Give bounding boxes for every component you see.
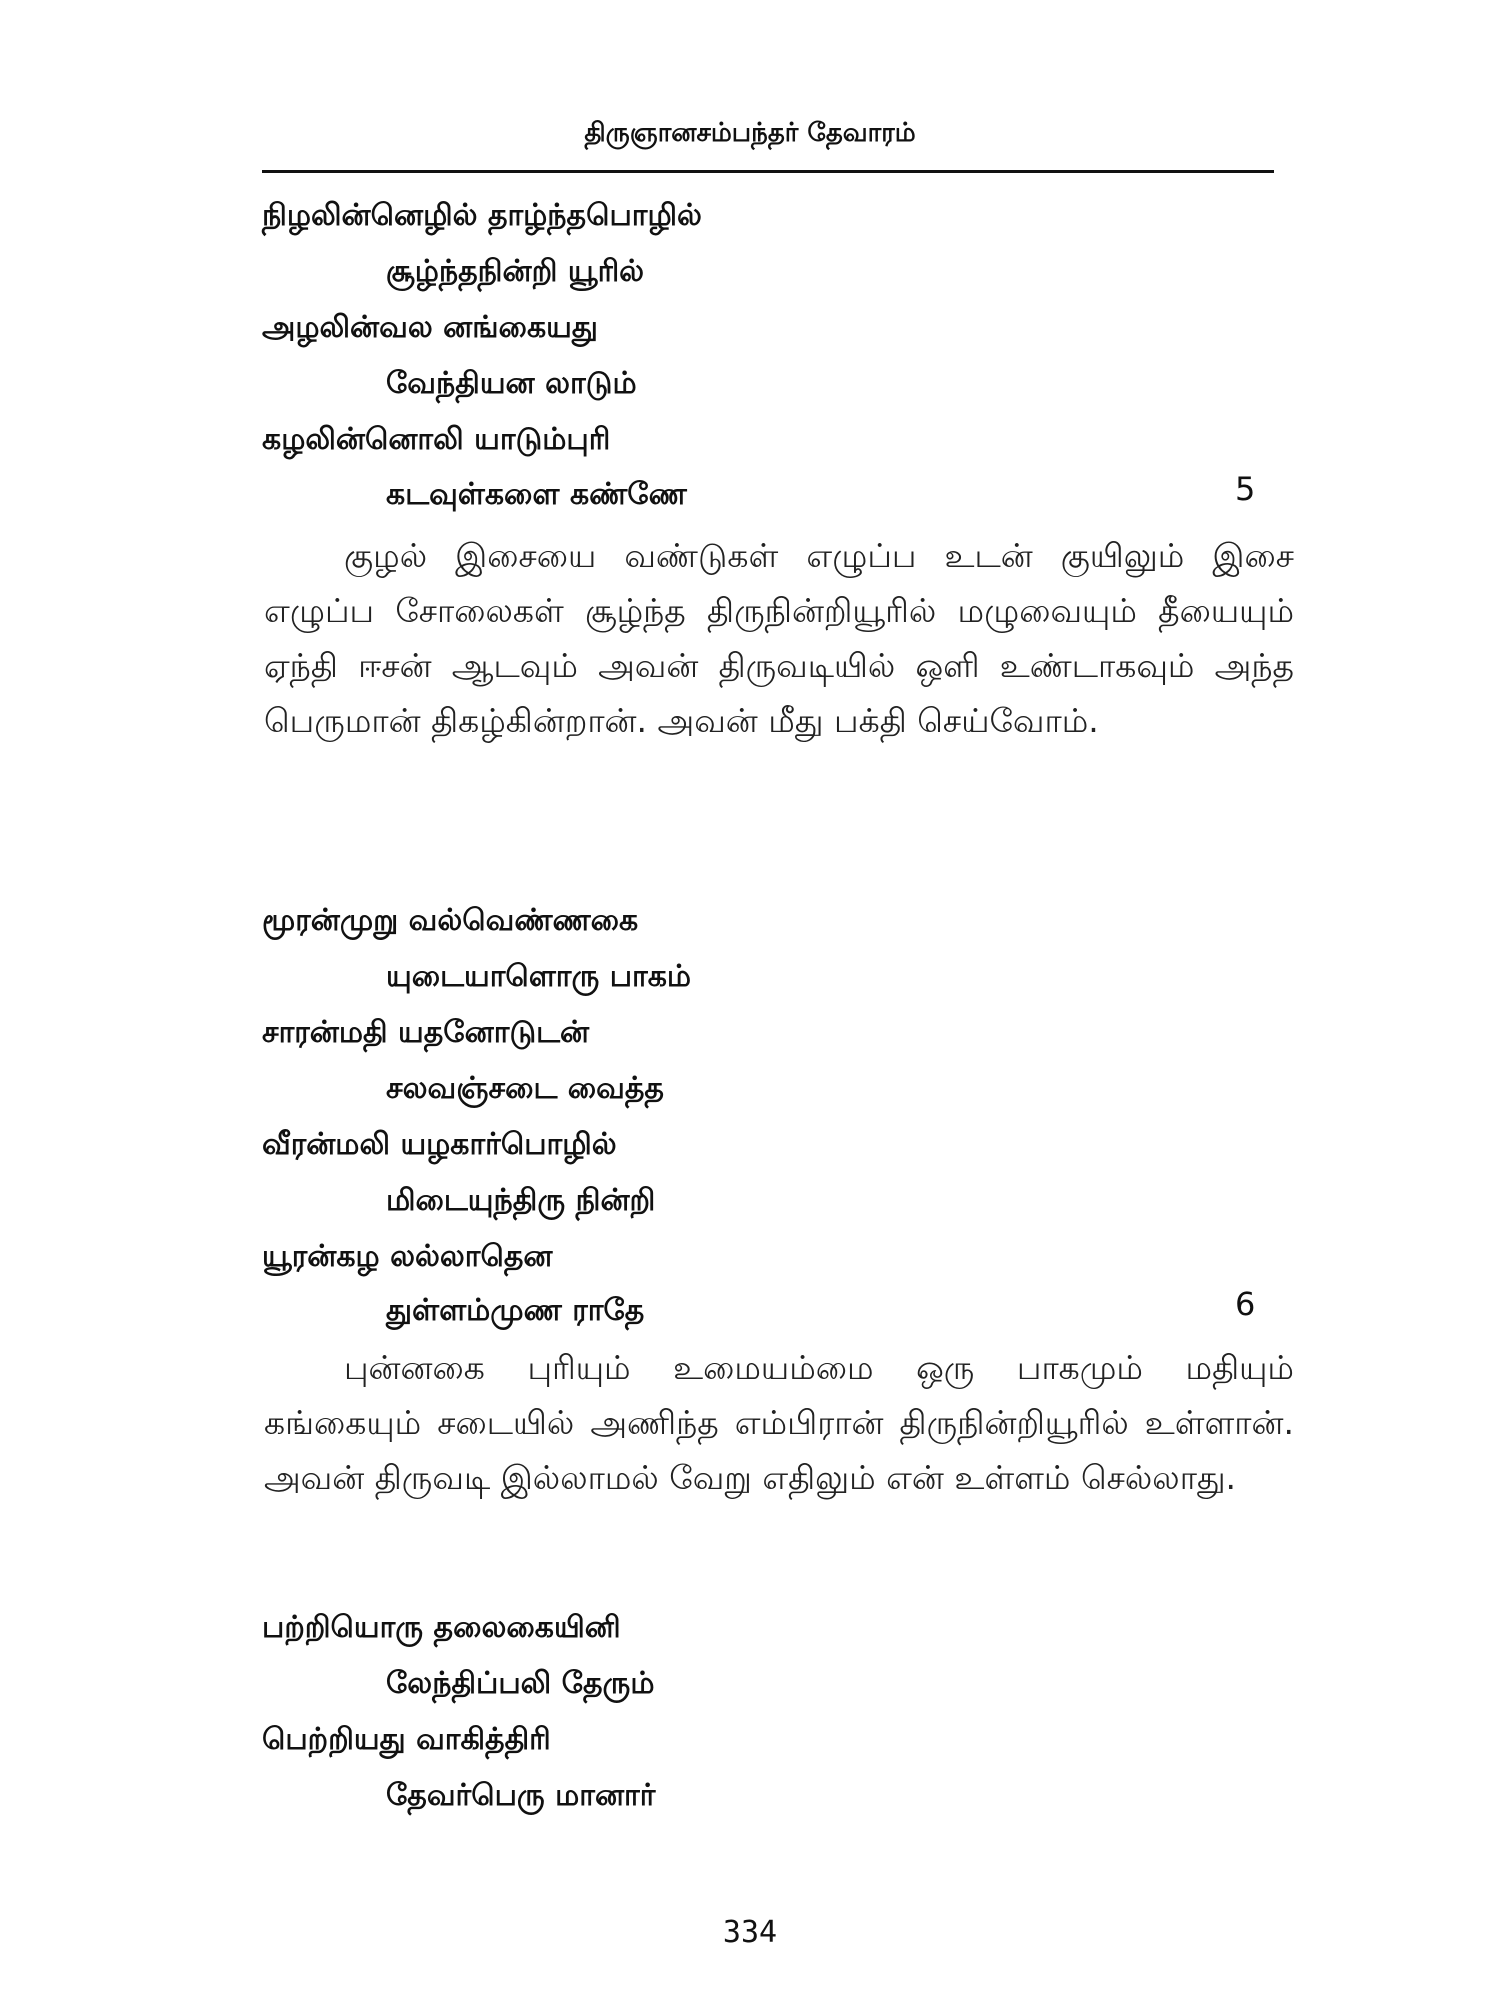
verse-line: துள்ளம்முண ராதே [386, 1293, 645, 1328]
verse-line: நிழலின்னெழில் தாழ்ந்தபொழில் [262, 198, 702, 233]
verse-gloss [264, 528, 1294, 748]
verse-line: சூழ்ந்தநின்றி யூரில் [386, 254, 645, 289]
verse-line: மூரன்முறு வல்வெண்ணகை [262, 903, 639, 938]
verse-line: வேந்தியன லாடும் [386, 366, 637, 401]
running-title: திருஞானசம்பந்தர் தேவாரம் [584, 118, 916, 148]
verse-number: 5 [1235, 470, 1256, 508]
verse-number: 6 [1235, 1285, 1256, 1323]
verse-line: மிடையுந்திரு நின்றி [386, 1183, 656, 1218]
verse-line: பெற்றியது வாகித்திரி [262, 1722, 551, 1757]
verse-line: அழலின்வல னங்கையது [262, 310, 598, 345]
verse-line: லேந்திப்பலி தேரும் [386, 1666, 655, 1701]
verse-line: சலவஞ்சடை வைத்த [386, 1071, 664, 1106]
header-rule [262, 170, 1274, 173]
verse-line: யுடையாளொரு பாகம் [386, 959, 692, 994]
gloss-text: குழல் இசையை வண்டுகள் எழுப்ப உடன் குயிலும் இசை எழுப்ப சோலைகள் சூழ்ந்த திருநின்றியூரில் மழுவையும் தீயையும் ஏந்தி ஈசன் ஆடவும் அவன் திருவடியில் ஒளி உண்டாகவும் அந்த பெருமான் திகழ்கின்றான். அவன் மீது பக்தி செய்வோம். [264, 536, 1294, 740]
verse-line: சாரன்மதி யதனோடுடன் [262, 1015, 590, 1050]
verse-line: பற்றியொரு தலைகையினி [262, 1610, 621, 1645]
verse-line: தேவர்பெரு மானார் [386, 1778, 656, 1813]
gloss-text: புன்னகை புரியும் உமையம்மை ஒரு பாகமும் மதியும் கங்கையும் சடையில் அணிந்த எம்பிரான் திருநின்றியூரில் உள்ளான். அவன் திருவடி இல்லாமல் வேறு எதிலும் என் உள்ளம் செல்லாது. [264, 1348, 1294, 1497]
verse-line: யூரன்கழ லல்லாதென [262, 1239, 553, 1274]
verse-gloss [264, 1340, 1294, 1505]
page-number: 334 [722, 1915, 778, 1950]
verse-line: கடவுள்களை கண்ணே [386, 477, 687, 512]
verse-line: கழலின்னொலி யாடும்புரி [262, 422, 611, 457]
verse-line: வீரன்மலி யழகார்பொழில் [262, 1127, 617, 1162]
